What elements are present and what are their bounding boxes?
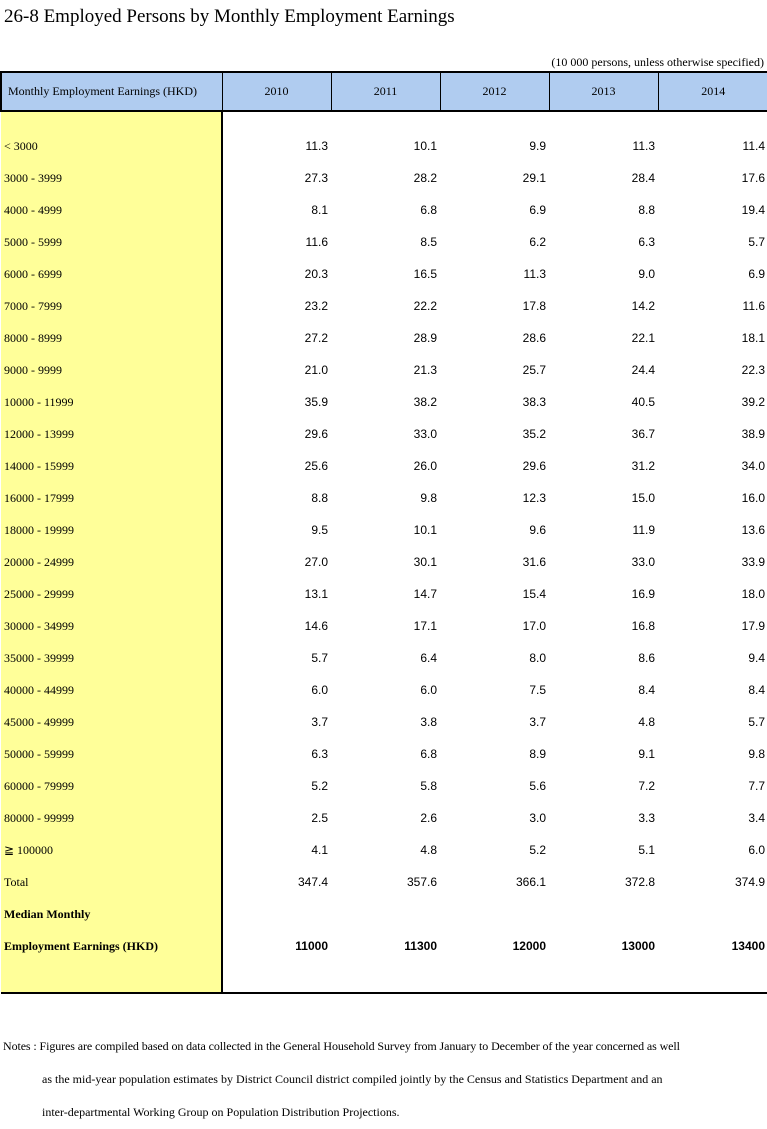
value-cell: 8.8 [638, 203, 655, 217]
table-row [1, 354, 767, 386]
table-row [1, 674, 767, 706]
spacer-cell [1, 111, 222, 130]
header-year: 2010 [222, 72, 331, 111]
value-cell: 38.2 [413, 395, 437, 409]
table-header [1, 72, 767, 111]
value-cell: 28.6 [522, 331, 546, 345]
value-cell: 8.6 [638, 651, 655, 665]
value-cell: 5.6 [529, 779, 546, 793]
value-cell: 11.4 [742, 139, 765, 153]
value-cell: 6.2 [529, 235, 546, 249]
value-cell: 26.0 [413, 459, 437, 473]
value-cell: 347.4 [297, 875, 328, 889]
value-cell: 4.8 [638, 715, 655, 729]
table-row [1, 834, 767, 866]
table-row [1, 514, 767, 546]
value-cell: 2.6 [420, 811, 437, 825]
value-cell: 10.1 [413, 523, 437, 537]
value-cell: 28.9 [413, 331, 437, 345]
unit-note: (10 000 persons, unless otherwise specified) [551, 55, 764, 69]
value-cell: 8.1 [311, 203, 328, 217]
row-label: 6000 - 6999 [1, 258, 222, 290]
value-cell: 21.0 [304, 363, 328, 377]
row-label: 60000 - 79999 [1, 770, 222, 802]
value-cell: 7.7 [748, 779, 765, 793]
row-label: 80000 - 99999 [1, 802, 222, 834]
header-year: 2012 [440, 72, 549, 111]
end-cell [222, 962, 331, 993]
empty-cell [549, 898, 658, 930]
table-row [1, 546, 767, 578]
value-cell: 15.0 [631, 491, 655, 505]
table-row [1, 290, 767, 322]
table-row [1, 866, 767, 898]
value-cell: 366.1 [515, 875, 546, 889]
value-cell: 6.3 [311, 747, 328, 761]
value-cell: 17.8 [522, 299, 546, 313]
value-cell: 5.7 [748, 715, 765, 729]
value-cell: 7.2 [638, 779, 655, 793]
value-cell: 19.4 [741, 203, 765, 217]
value-cell: 3.3 [638, 811, 655, 825]
value-cell: 6.0 [748, 843, 765, 857]
value-cell: 9.4 [748, 651, 765, 665]
row-label: 50000 - 59999 [1, 738, 222, 770]
value-cell: 6.8 [420, 203, 437, 217]
notes [3, 1030, 765, 1129]
end-cell [1, 962, 222, 993]
table-body [1, 111, 767, 993]
spacer-cell [549, 111, 658, 130]
value-cell: 9.9 [529, 139, 546, 153]
row-label: Total [1, 866, 222, 898]
value-cell: 17.0 [522, 619, 546, 633]
value-cell: 4.8 [420, 843, 437, 857]
table-row [1, 610, 767, 642]
header-year: 2011 [331, 72, 440, 111]
value-cell: 21.3 [413, 363, 437, 377]
median-value: 13000 [621, 939, 655, 953]
value-cell: 13.6 [741, 523, 765, 537]
value-cell: 8.5 [420, 235, 437, 249]
median-label: Employment Earnings (HKD) [1, 930, 222, 962]
value-cell: 4.1 [311, 843, 328, 857]
value-cell: 11.3 [305, 139, 328, 153]
value-cell: 357.6 [406, 875, 437, 889]
table-row [1, 258, 767, 290]
value-cell: 6.9 [748, 267, 765, 281]
page-title: 26-8 Employed Persons by Monthly Employment Earnings [4, 6, 455, 27]
row-label: 9000 - 9999 [1, 354, 222, 386]
value-cell: 33.9 [741, 555, 765, 569]
table-row [1, 482, 767, 514]
median-value: 11300 [404, 939, 437, 953]
value-cell: 24.4 [631, 363, 655, 377]
value-cell: 9.8 [420, 491, 437, 505]
table-row [1, 706, 767, 738]
row-label: 45000 - 49999 [1, 706, 222, 738]
value-cell: 16.0 [741, 491, 765, 505]
value-cell: 5.1 [638, 843, 655, 857]
value-cell: 20.3 [304, 267, 328, 281]
row-label: 12000 - 13999 [1, 418, 222, 450]
value-cell: 17.1 [413, 619, 437, 633]
row-label: 14000 - 15999 [1, 450, 222, 482]
value-cell: 9.0 [638, 267, 655, 281]
spacer-cell [222, 111, 331, 130]
row-label: 7000 - 7999 [1, 290, 222, 322]
table-row [1, 450, 767, 482]
table-row [1, 226, 767, 258]
row-label: 4000 - 4999 [1, 194, 222, 226]
value-cell: 14.6 [304, 619, 328, 633]
median-label: Median Monthly [1, 898, 222, 930]
value-cell: 33.0 [413, 427, 437, 441]
value-cell: 34.0 [741, 459, 765, 473]
value-cell: 3.7 [311, 715, 328, 729]
row-label: 40000 - 44999 [1, 674, 222, 706]
row-label: 25000 - 29999 [1, 578, 222, 610]
value-cell: 6.0 [311, 683, 328, 697]
median-row [1, 930, 767, 962]
value-cell: 16.8 [631, 619, 655, 633]
table-row [1, 642, 767, 674]
value-cell: 29.1 [522, 171, 546, 185]
value-cell: 374.9 [734, 875, 765, 889]
value-cell: 5.8 [420, 779, 437, 793]
row-label: 8000 - 8999 [1, 322, 222, 354]
value-cell: 2.5 [311, 811, 328, 825]
value-cell: 8.4 [638, 683, 655, 697]
value-cell: 38.3 [522, 395, 546, 409]
value-cell: 25.6 [304, 459, 328, 473]
empty-cell [658, 898, 767, 930]
empty-cell [222, 898, 331, 930]
value-cell: 28.4 [631, 171, 655, 185]
header-label: Monthly Employment Earnings (HKD) [1, 72, 222, 111]
value-cell: 3.4 [748, 811, 765, 825]
median-value: 13400 [731, 939, 765, 953]
median-value: 12000 [512, 939, 546, 953]
value-cell: 35.2 [522, 427, 546, 441]
row-label: 18000 - 19999 [1, 514, 222, 546]
table-row [1, 578, 767, 610]
table-row [1, 738, 767, 770]
value-cell: 29.6 [522, 459, 546, 473]
value-cell: 11.9 [632, 523, 655, 537]
value-cell: 40.5 [631, 395, 655, 409]
value-cell: 3.8 [420, 715, 437, 729]
value-cell: 17.9 [741, 619, 765, 633]
value-cell: 12.3 [522, 491, 546, 505]
value-cell: 14.2 [631, 299, 655, 313]
empty-cell [331, 898, 440, 930]
value-cell: 6.8 [420, 747, 437, 761]
value-cell: 33.0 [631, 555, 655, 569]
table-row [1, 162, 767, 194]
value-cell: 16.9 [631, 587, 655, 601]
row-label: 20000 - 24999 [1, 546, 222, 578]
row-label: 10000 - 11999 [1, 386, 222, 418]
value-cell: 30.1 [413, 555, 437, 569]
value-cell: 16.5 [413, 267, 437, 281]
value-cell: 9.6 [529, 523, 546, 537]
table-row [1, 770, 767, 802]
row-label: ≧ 100000 [1, 834, 222, 866]
value-cell: 8.9 [529, 747, 546, 761]
value-cell: 9.8 [748, 747, 765, 761]
value-cell: 14.7 [413, 587, 437, 601]
end-cell [549, 962, 658, 993]
value-cell: 29.6 [304, 427, 328, 441]
end-cell [658, 962, 767, 993]
value-cell: 8.0 [529, 651, 546, 665]
value-cell: 6.4 [420, 651, 437, 665]
value-cell: 9.1 [638, 747, 655, 761]
median-label-row [1, 898, 767, 930]
row-label: 30000 - 34999 [1, 610, 222, 642]
end-row [1, 962, 767, 993]
row-label: 35000 - 39999 [1, 642, 222, 674]
value-cell: 35.9 [304, 395, 328, 409]
value-cell: 372.8 [624, 875, 655, 889]
value-cell: 31.6 [522, 555, 546, 569]
value-cell: 9.5 [311, 523, 328, 537]
spacer-cell [658, 111, 767, 130]
value-cell: 5.7 [311, 651, 328, 665]
value-cell: 6.3 [638, 235, 655, 249]
value-cell: 5.2 [529, 843, 546, 857]
value-cell: 10.1 [413, 139, 437, 153]
value-cell: 22.2 [413, 299, 437, 313]
spacer-row [1, 111, 767, 130]
value-cell: 3.7 [529, 715, 546, 729]
table-row [1, 322, 767, 354]
value-cell: 27.2 [304, 331, 328, 345]
value-cell: 27.0 [304, 555, 328, 569]
value-cell: 11.3 [523, 267, 546, 281]
row-label: 16000 - 17999 [1, 482, 222, 514]
value-cell: 18.1 [741, 331, 765, 345]
table-row [1, 194, 767, 226]
notes-line: as the mid-year population estimates by District Council district compiled jointly by the Census and Statistics Department and an [42, 1072, 663, 1086]
value-cell: 11.6 [305, 235, 328, 249]
row-label: 3000 - 3999 [1, 162, 222, 194]
value-cell: 25.7 [522, 363, 546, 377]
value-cell: 5.2 [311, 779, 328, 793]
header-year: 2013 [549, 72, 658, 111]
value-cell: 3.0 [529, 811, 546, 825]
value-cell: 5.7 [748, 235, 765, 249]
value-cell: 31.2 [631, 459, 655, 473]
end-cell [331, 962, 440, 993]
spacer-cell [440, 111, 549, 130]
table-row [1, 418, 767, 450]
header-row [1, 72, 767, 111]
value-cell: 27.3 [304, 171, 328, 185]
value-cell: 8.4 [748, 683, 765, 697]
header-year: 2014 [658, 72, 767, 111]
value-cell: 22.3 [741, 363, 765, 377]
value-cell: 13.1 [304, 587, 328, 601]
table-row [1, 130, 767, 162]
median-value: 11000 [295, 939, 328, 953]
value-cell: 8.8 [311, 491, 328, 505]
value-cell: 17.6 [741, 171, 765, 185]
value-cell: 11.3 [632, 139, 655, 153]
table-row [1, 386, 767, 418]
row-label: 5000 - 5999 [1, 226, 222, 258]
spacer-cell [331, 111, 440, 130]
end-cell [440, 962, 549, 993]
value-cell: 6.9 [529, 203, 546, 217]
row-label: < 3000 [1, 130, 222, 162]
notes-line: inter-departmental Working Group on Population Distribution Projections. [42, 1105, 400, 1119]
value-cell: 23.2 [304, 299, 328, 313]
value-cell: 7.5 [529, 683, 546, 697]
earnings-table [0, 71, 767, 994]
table-row [1, 802, 767, 834]
value-cell: 22.1 [631, 331, 655, 345]
notes-line: Notes : Figures are compiled based on data collected in the General Household Survey from January to December of the year concerned as well [3, 1039, 680, 1053]
value-cell: 38.9 [741, 427, 765, 441]
value-cell: 39.2 [741, 395, 765, 409]
value-cell: 6.0 [420, 683, 437, 697]
value-cell: 28.2 [413, 171, 437, 185]
value-cell: 18.0 [741, 587, 765, 601]
value-cell: 15.4 [522, 587, 546, 601]
value-cell: 36.7 [631, 427, 655, 441]
value-cell: 11.6 [742, 299, 765, 313]
empty-cell [440, 898, 549, 930]
